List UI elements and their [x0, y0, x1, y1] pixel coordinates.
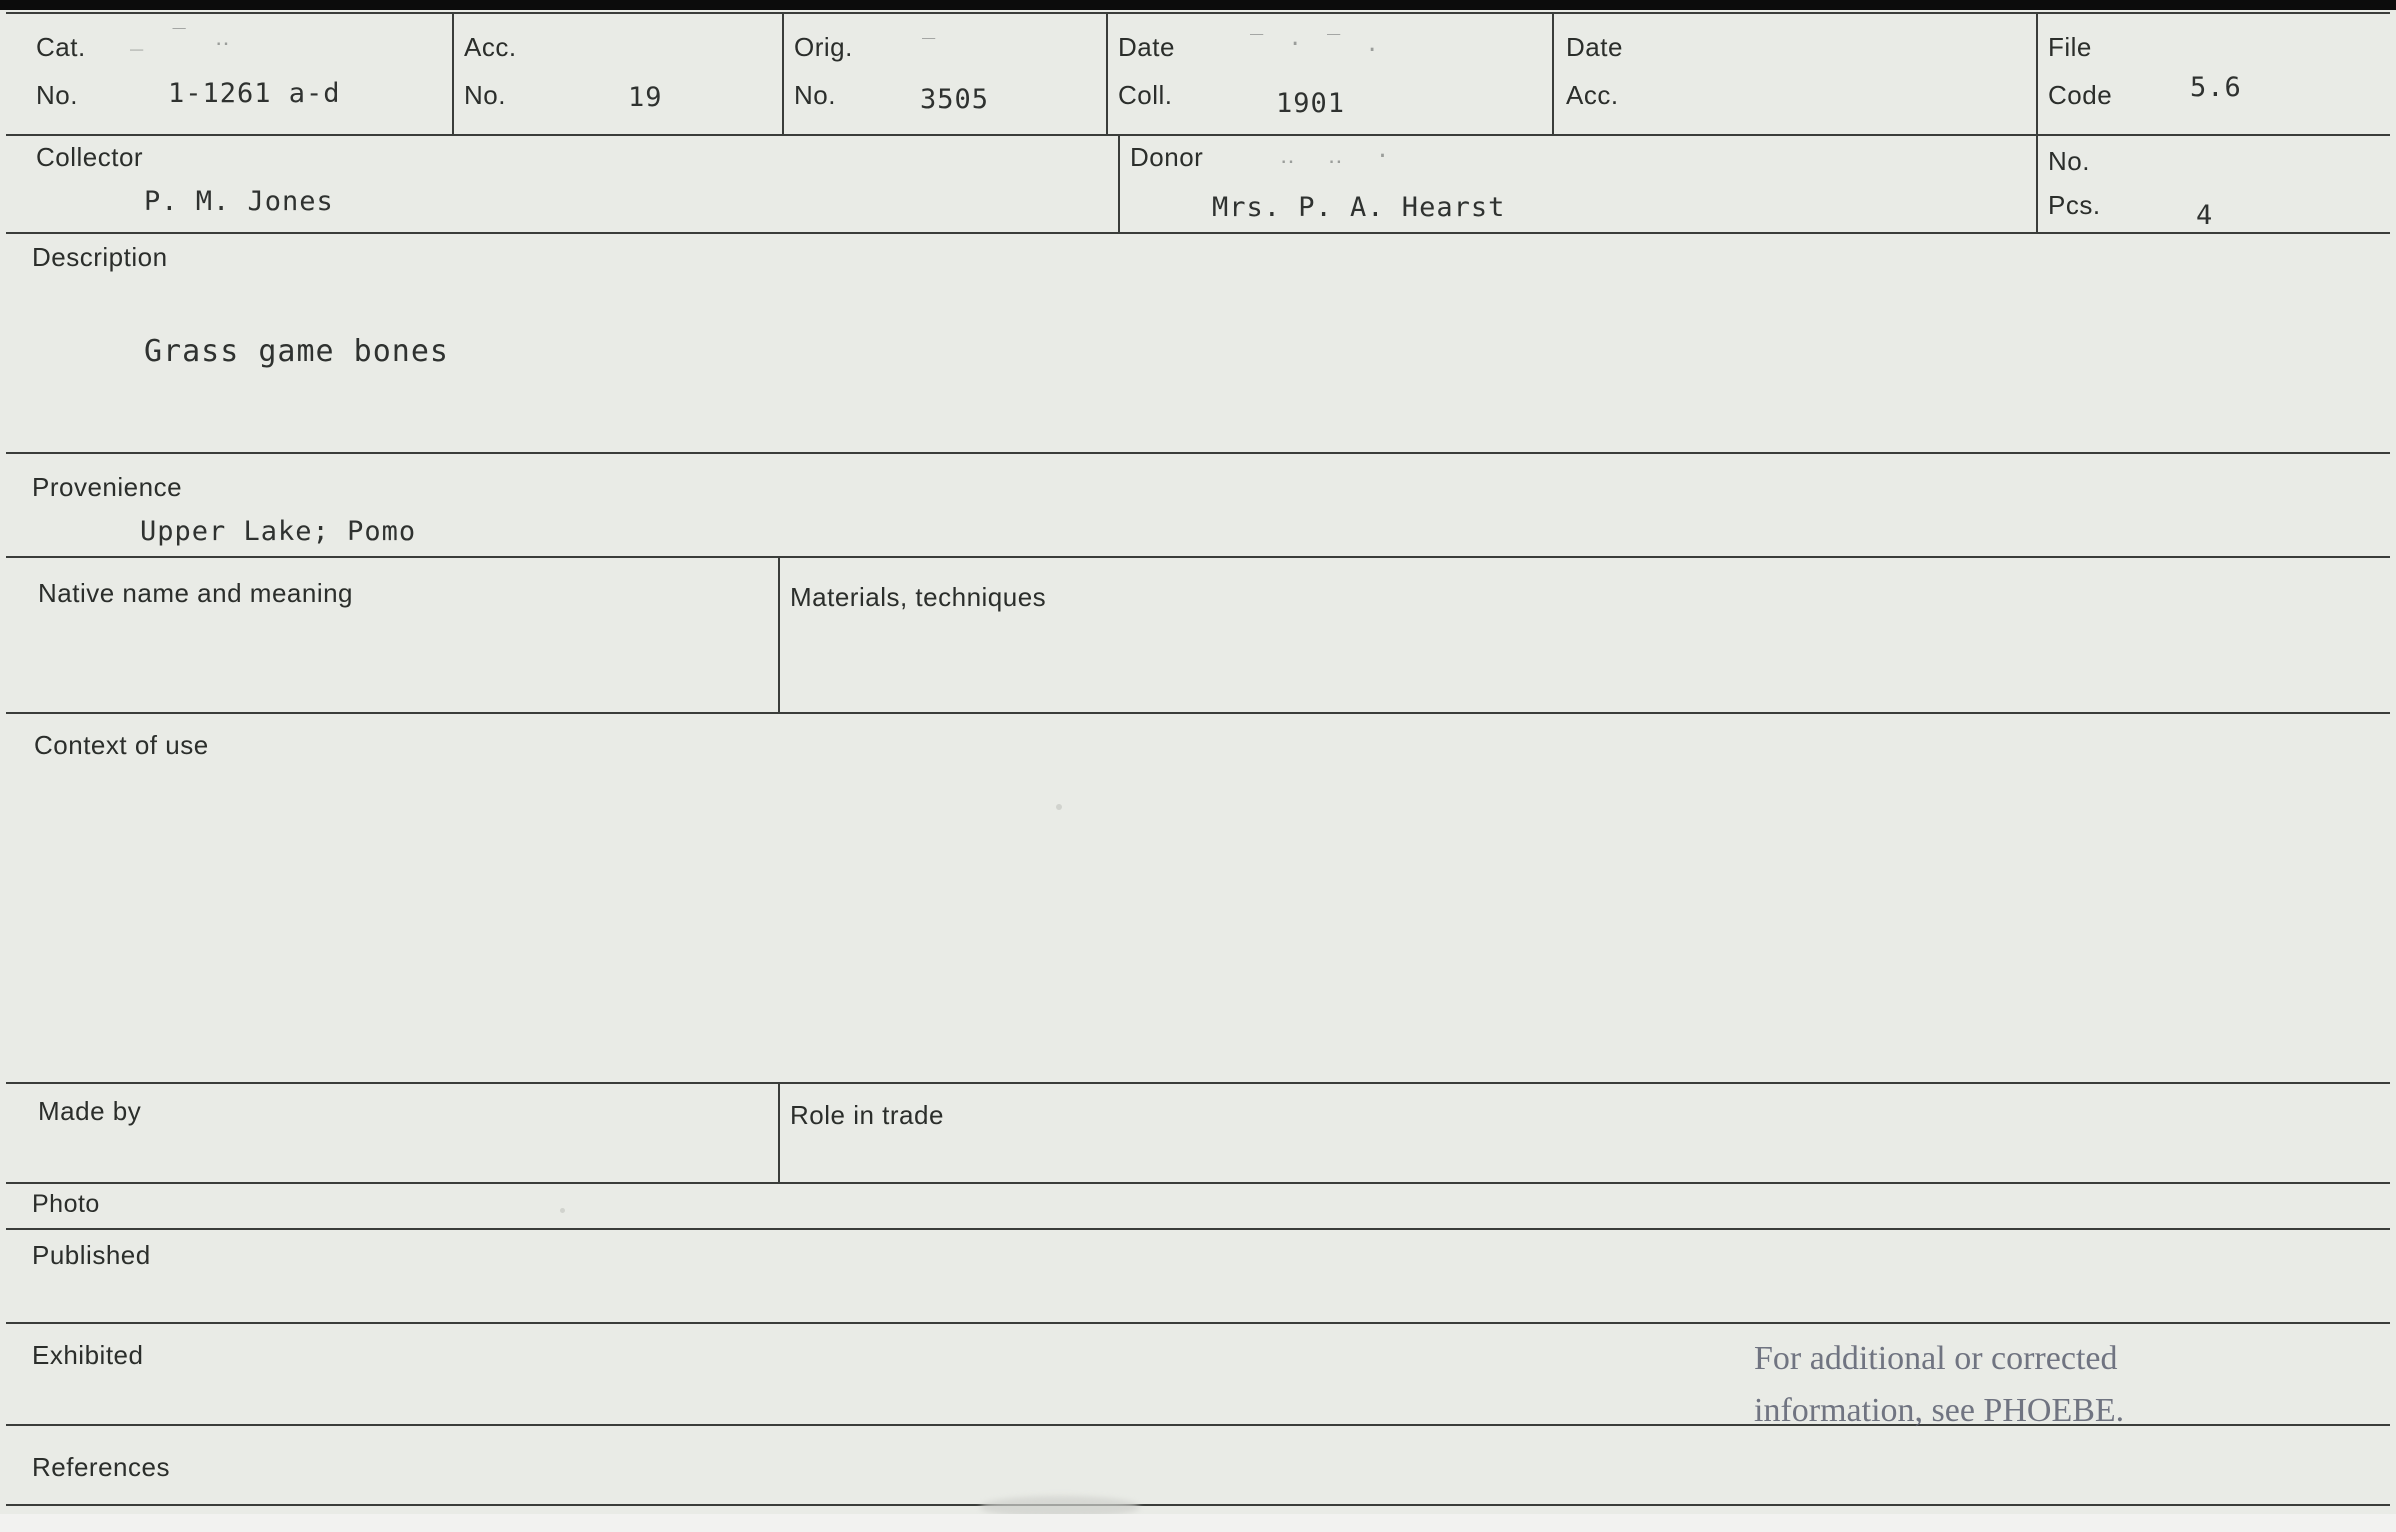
file-code-label-line1: File [2048, 32, 2092, 62]
context-of-use-label: Context of use [34, 730, 209, 760]
donor-label: Donor [1130, 142, 1204, 172]
donor-value: Mrs. P. A. Hearst [1212, 192, 1506, 223]
no-pcs-label-line2: Pcs. [2048, 190, 2101, 220]
exhibited-label: Exhibited [32, 1340, 144, 1370]
cat-no-label-line1: Cat. [36, 32, 86, 62]
rule-under-ids [6, 134, 2390, 136]
references-label: References [32, 1452, 170, 1482]
rule-under-context [6, 1082, 2390, 1084]
no-pcs-label-line1: No. [2048, 146, 2090, 176]
divider-cat-acc [452, 12, 454, 134]
orig-no-label-line2: No. [794, 80, 836, 110]
divider-nativename-materials [778, 556, 780, 712]
ink-artifact-cat: _ ‾ ‥ [130, 26, 238, 51]
rule-under-madeby [6, 1182, 2390, 1184]
divider-collector-donor [1118, 134, 1120, 232]
rule-under-description [6, 452, 2390, 454]
no-pcs-value: 4 [2196, 200, 2214, 231]
materials-label: Materials, techniques [790, 582, 1047, 612]
ink-artifact-donor: ‥ ‥ · [1280, 144, 1400, 169]
provenience-label: Provenience [32, 472, 183, 502]
card-bottom-edge [0, 1514, 2396, 1532]
collector-label: Collector [36, 142, 144, 172]
date-acc-label-line1: Date [1566, 32, 1623, 62]
divider-datecoll-dateacc [1552, 12, 1554, 134]
date-acc-label-line2: Acc. [1566, 80, 1619, 110]
rule-under-provenience [6, 556, 2390, 558]
description-value: Grass game bones [144, 334, 449, 369]
file-code-label-line2: Code [2048, 80, 2113, 110]
card-top-edge [0, 0, 2396, 10]
made-by-label: Made by [38, 1096, 142, 1126]
phoebe-stamp-line1: For additional or corrected [1754, 1340, 2118, 1377]
paper-speck-1 [1056, 804, 1062, 810]
cat-no-label-line2: No. [36, 80, 78, 110]
rule-under-published [6, 1322, 2390, 1324]
published-label: Published [32, 1240, 151, 1270]
file-code-value: 5.6 [2190, 72, 2242, 103]
rule-bottom [6, 1504, 2390, 1506]
rule-under-photo [6, 1228, 2390, 1230]
provenience-value: Upper Lake; Pomo [140, 516, 417, 547]
orig-no-label-line1: Orig. [794, 32, 853, 62]
paper-speck-2 [560, 1208, 565, 1213]
native-name-label: Native name and meaning [38, 578, 354, 608]
ink-artifact-datecoll: ‾ · ‾ . [1250, 32, 1385, 57]
divider-orig-datecoll [1106, 12, 1108, 134]
acc-no-label-line2: No. [464, 80, 506, 110]
acc-no-value: 19 [628, 82, 663, 113]
orig-no-value: 3505 [920, 84, 990, 115]
role-in-trade-label: Role in trade [790, 1100, 944, 1130]
divider-acc-orig [782, 12, 784, 134]
date-coll-value: 1901 [1276, 88, 1346, 119]
description-label: Description [32, 242, 168, 272]
divider-donor-nopcs [2036, 134, 2038, 232]
divider-dateacc-filecode [2036, 12, 2038, 134]
photo-label: Photo [32, 1190, 100, 1218]
rule-under-collector [6, 232, 2390, 234]
collector-value: P. M. Jones [144, 186, 334, 217]
ink-artifact-orig: ‾ [922, 36, 936, 61]
cat-no-value: 1-1261 a-d [168, 78, 341, 109]
acc-no-label-line1: Acc. [464, 32, 517, 62]
phoebe-stamp-line2: information, see PHOEBE. [1754, 1392, 2125, 1429]
rule-under-native-name [6, 712, 2390, 714]
divider-madeby-role [778, 1082, 780, 1182]
rule-top [6, 12, 2390, 14]
date-coll-label-line2: Coll. [1118, 80, 1173, 110]
date-coll-label-line1: Date [1118, 32, 1175, 62]
